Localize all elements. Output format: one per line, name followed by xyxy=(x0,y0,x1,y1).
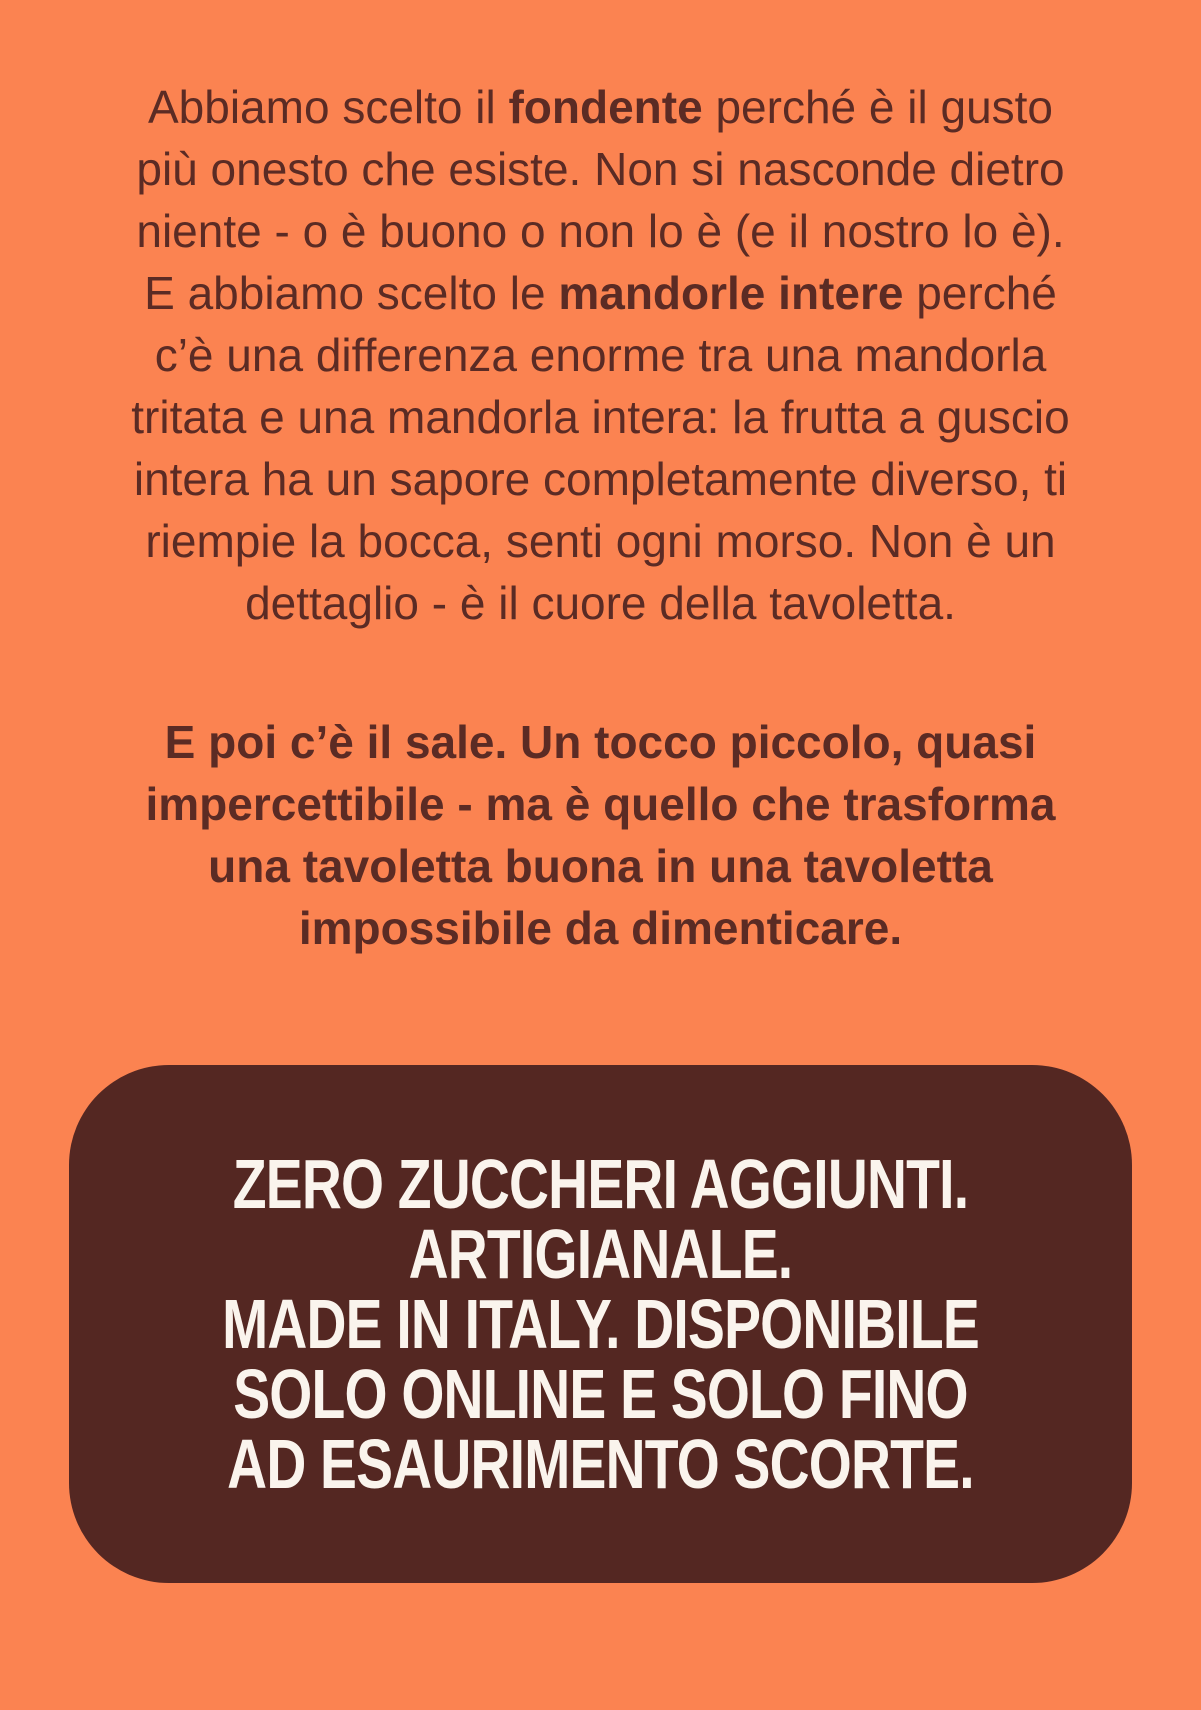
paragraph-text: E abbiamo scelto le xyxy=(144,267,559,319)
paragraph-line xyxy=(0,572,1201,634)
claim-text: ARTIGIANALE. xyxy=(408,1215,793,1293)
paragraph-line xyxy=(0,448,1201,510)
claim-line xyxy=(181,1425,1021,1503)
paragraph-bold-text: fondente xyxy=(508,81,703,133)
paragraph-text: impossibile da dimenticare. xyxy=(298,902,903,954)
paragraph-text: E poi c’è il sale. Un tocco piccolo, quasi xyxy=(164,716,1037,768)
paragraph-line xyxy=(0,711,1201,773)
claim-text: SOLO ONLINE E SOLO FINO xyxy=(233,1355,968,1433)
paragraph-line xyxy=(0,200,1201,262)
paragraph-text: intera ha un sapore completamente diverso, ti xyxy=(133,453,1068,505)
paragraph-bold-text: mandorle intere xyxy=(558,267,904,319)
paragraph-line xyxy=(0,510,1201,572)
paragraph-text: dettaglio - è il cuore della tavoletta. xyxy=(245,577,956,629)
paragraph-text: impercettibile - ma è quello che trasforma xyxy=(145,778,1056,830)
claim-line xyxy=(181,1285,1021,1363)
paragraph-line xyxy=(0,262,1201,324)
paragraph-line xyxy=(0,835,1201,897)
paragraph-line xyxy=(0,324,1201,386)
paragraph-text: perché xyxy=(903,267,1057,319)
paragraph-text: c’è una differenza enorme tra una mandorla xyxy=(154,329,1047,381)
claims-box xyxy=(69,1065,1132,1583)
paragraph-text: più onesto che esiste. Non si nasconde dietro xyxy=(136,143,1065,195)
intro-paragraph xyxy=(0,76,1201,634)
paragraph-line xyxy=(0,76,1201,138)
paragraph-text: riempie la bocca, senti ogni morso. Non è un xyxy=(145,515,1056,567)
claim-line xyxy=(181,1355,1021,1433)
paragraph-line xyxy=(0,897,1201,959)
page-background xyxy=(0,76,1201,1710)
paragraph-line xyxy=(0,386,1201,448)
claim-line xyxy=(181,1145,1021,1223)
salt-paragraph xyxy=(0,711,1201,959)
paragraph-text: perché è il gusto xyxy=(702,81,1054,133)
paragraph-text: niente - o è buono o non lo è (e il nostro lo è). xyxy=(136,205,1065,257)
paragraph-line xyxy=(0,773,1201,835)
claim-text: MADE IN ITALY. DISPONIBILE xyxy=(222,1285,979,1363)
claim-line xyxy=(181,1215,1021,1293)
paragraph-text: tritata e una mandorla intera: la frutta a guscio xyxy=(131,391,1070,443)
paragraph-line xyxy=(0,138,1201,200)
paragraph-text: una tavoletta buona in una tavoletta xyxy=(208,840,993,892)
claim-text: AD ESAURIMENTO SCORTE. xyxy=(227,1425,974,1503)
paragraph-text: Abbiamo scelto il xyxy=(147,81,509,133)
claim-text: ZERO ZUCCHERI AGGIUNTI. xyxy=(232,1145,969,1223)
